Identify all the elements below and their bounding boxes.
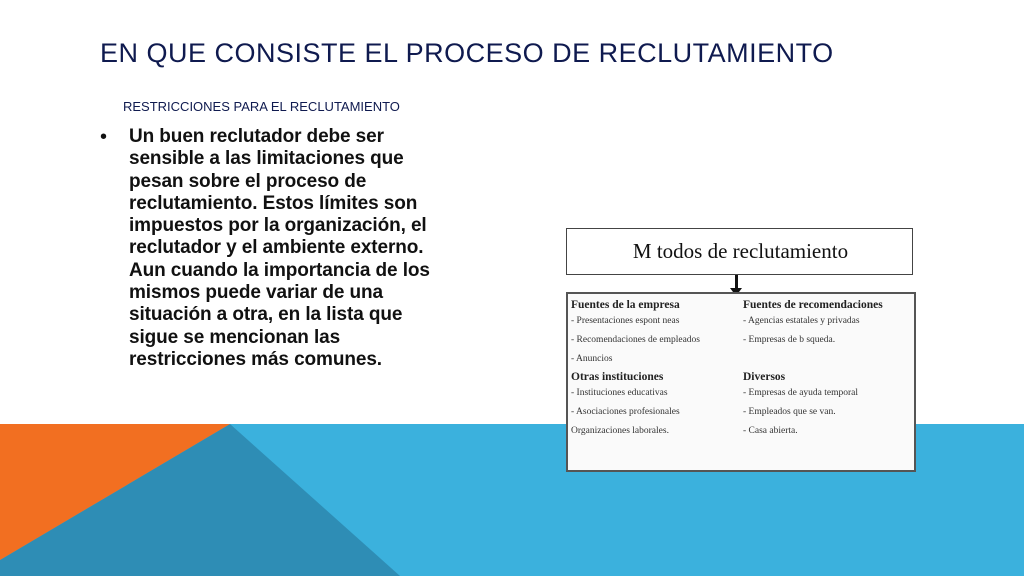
bullet-item [100, 126, 450, 371]
list-item: - Recomendaciones de empleados [571, 335, 700, 345]
arrow-down-icon [735, 275, 738, 289]
group-heading: Fuentes de recomendaciones [743, 299, 883, 311]
list-item: - Asociaciones profesionales [571, 407, 680, 417]
recruitment-methods-diagram [566, 228, 916, 472]
diagram-title: M todos de reclutamiento [632, 239, 849, 263]
list-item: - Empresas de ayuda temporal [743, 388, 859, 398]
list-item: - Casa abierta. [743, 426, 798, 436]
diagram-right-column [743, 298, 913, 441]
slide-title: EN QUE CONSISTE EL PROCESO DE RECLUTAMIENTO [100, 38, 834, 68]
group-heading: Diversos [743, 371, 786, 383]
list-item: - Anuncios [571, 354, 613, 364]
list-item: - Instituciones educativas [571, 388, 668, 398]
list-item: - Empleados que se van. [743, 407, 836, 417]
diagram-title-box [566, 228, 913, 275]
list-item: - Agencias estatales y privadas [743, 316, 860, 326]
list-item-spacer [743, 350, 913, 369]
list-item: Organizaciones laborales. [571, 426, 669, 436]
group-heading: Otras instituciones [571, 371, 664, 383]
bullet-text: Un buen reclutador debe ser sensible a las limitaciones que pesan sobre el proceso de reclutamiento. Estos límites son impuestos por la organización, el reclutador y el ambiente externo. Aun cuando la importancia de los mismos puede variar de una situación a otra, en la lista que sigue se mencionan las restricciones más comunes. [129, 126, 430, 370]
slide-subtitle: RESTRICCIONES PARA EL RECLUTAMIENTO [123, 99, 400, 114]
diagram-left-column [571, 298, 741, 441]
list-item: - Presentaciones espont neas [571, 316, 680, 326]
bullet-icon: • [100, 126, 108, 148]
list-item: - Empresas de b squeda. [743, 335, 836, 345]
group-heading: Fuentes de la empresa [571, 299, 680, 311]
